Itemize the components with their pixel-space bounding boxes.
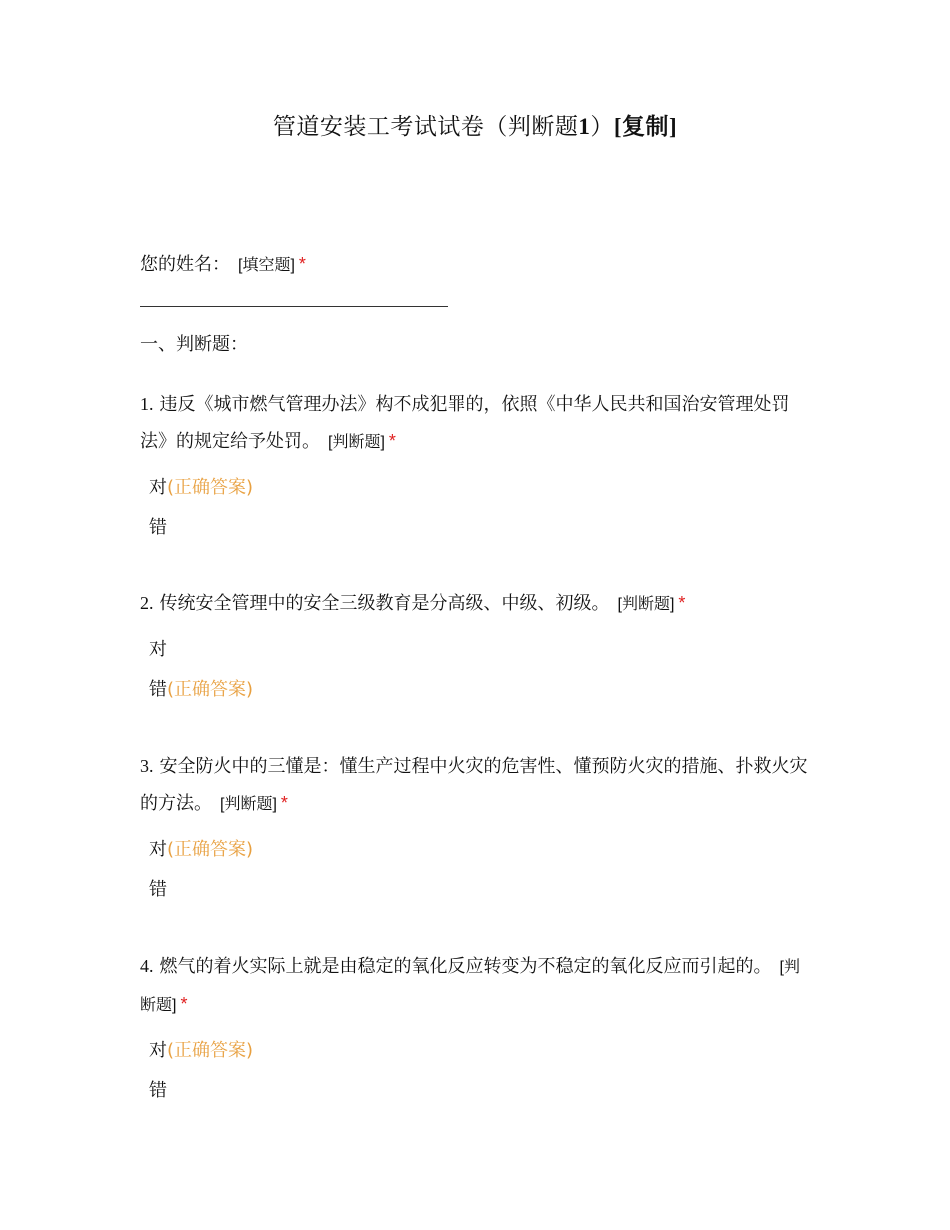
required-star: * [298, 254, 306, 274]
question-number: 1 [140, 394, 149, 414]
question-type: [判断题] [140, 959, 800, 1014]
option-label: 对 [149, 477, 167, 498]
section-heading: 一、判断题： [140, 334, 248, 355]
page-title-close: ） [590, 114, 614, 140]
required-star: * [180, 994, 188, 1014]
page-title-number: 1 [578, 114, 591, 139]
correct-answer-mark: (正确答案) [167, 477, 254, 498]
option-false[interactable] [149, 1078, 810, 1104]
question-body: 传统安全管理中的安全三级教育是分高级、中级、初级。 [159, 593, 610, 614]
question-number: 3 [140, 756, 149, 776]
option-true[interactable] [149, 837, 810, 863]
option-true[interactable] [149, 475, 810, 501]
required-star: * [388, 431, 396, 451]
question-text: 4. 燃气的着火实际上就是由稳定的氧化反应转变为不稳定的氧化反应而引起的。 [判断题] * [140, 956, 800, 1014]
question-1 [140, 386, 810, 541]
option-false[interactable] [149, 677, 810, 703]
name-question [140, 251, 306, 279]
question-text: 1. 违反《城市燃气管理办法》构不成犯罪的，依照《中华人民共和国治安管理处罚法》的规定给予处罚。 [判断题] * [140, 394, 790, 452]
correct-answer-mark: (正确答案) [167, 679, 254, 700]
question-2 [140, 585, 810, 703]
page-title [0, 110, 950, 144]
question-text: 2. 传统安全管理中的安全三级教育是分高级、中级、初级。 [判断题] * [140, 593, 686, 614]
required-star: * [678, 593, 686, 613]
question-type: [判断题] [220, 796, 277, 813]
question-text: 3. 安全防火中的三懂是：懂生产过程中火灾的危害性、懂预防火灾的措施、扑救火灾的方法。 [判断题] * [140, 756, 808, 814]
question-body: 燃气的着火实际上就是由稳定的氧化反应转变为不稳定的氧化反应而引起的。 [159, 956, 772, 977]
question-type: [判断题] [328, 434, 385, 451]
option-false[interactable] [149, 515, 810, 541]
required-star: * [280, 793, 288, 813]
question-type: [判断题] [617, 596, 675, 613]
option-false[interactable] [149, 877, 810, 903]
question-number: 4 [140, 956, 149, 976]
option-label: 错 [149, 679, 167, 700]
name-input-underline[interactable] [140, 306, 448, 307]
question-body: 违反《城市燃气管理办法》构不成犯罪的，依照《中华人民共和国治安管理处罚法》的规定给予处罚。 [140, 394, 790, 452]
option-label: 对 [149, 839, 167, 860]
name-label: 您的姓名： [140, 254, 230, 275]
option-true[interactable] [149, 637, 810, 663]
correct-answer-mark: (正确答案) [167, 1040, 254, 1061]
correct-answer-mark: (正确答案) [167, 839, 254, 860]
option-label: 对 [149, 1040, 167, 1061]
option-label: 错 [149, 517, 167, 538]
option-label: 错 [149, 879, 167, 900]
page-title-tag: [复制] [613, 114, 678, 139]
page-title-text: 管道安装工考试试卷（判断题 [272, 114, 579, 140]
option-label: 错 [149, 1080, 167, 1101]
option-label: 对 [149, 639, 167, 660]
name-question-type: [填空题] [238, 257, 295, 274]
question-3 [140, 748, 810, 903]
question-body: 安全防火中的三懂是：懂生产过程中火灾的危害性、懂预防火灾的措施、扑救火灾的方法。 [140, 756, 808, 814]
option-true[interactable] [149, 1038, 810, 1064]
question-4 [140, 948, 810, 1104]
question-number: 2 [140, 593, 149, 613]
